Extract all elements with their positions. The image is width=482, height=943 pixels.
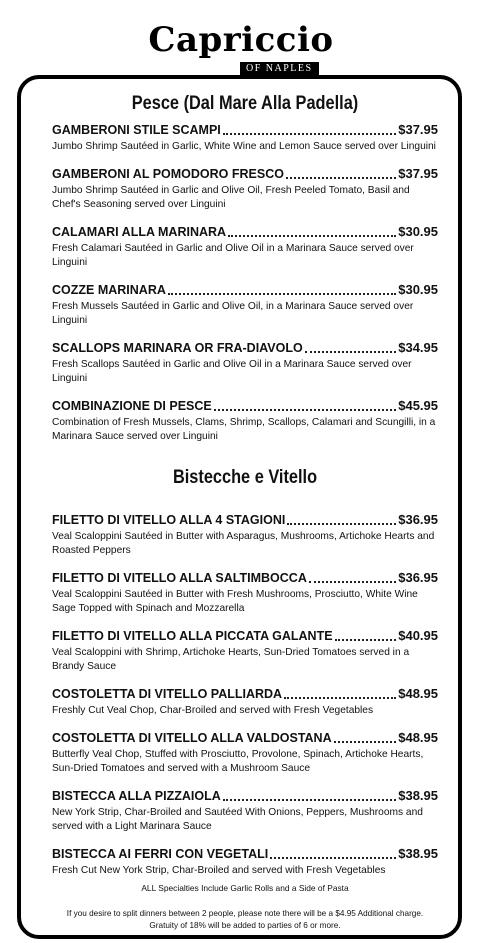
menu-item — [52, 166, 438, 212]
item-name: FILETTO DI VITELLO ALLA 4 STAGIONI — [52, 513, 286, 527]
dot-leader — [286, 167, 396, 179]
menu-item — [52, 846, 438, 878]
item-price: $40.95 — [398, 628, 438, 643]
item-price: $38.95 — [398, 788, 438, 803]
item-name: COZZE MARINARA — [52, 283, 166, 297]
item-description: Veal Scaloppini Sautéed in Butter with Asparagus, Mushrooms, Artichoke Hearts and Roasted Peppers — [52, 531, 435, 556]
item-description: Fresh Scallops Sautéed in Garlic and Olive Oil in a Marinara Sauce served over Linguini — [52, 359, 412, 384]
specialties-note: ALL Specialties Include Garlic Rolls and a Side of Pasta — [141, 883, 349, 893]
item-name: CALAMARI ALLA MARINARA — [52, 225, 227, 239]
dot-leader — [287, 513, 396, 525]
item-description: Veal Scaloppini Sautéed in Butter with Fresh Mushrooms, Prosciutto, White Wine Sage Topped with Spinach and Mozzarella — [52, 589, 418, 614]
menu-item — [52, 512, 438, 558]
item-name: COMBINAZIONE DI PESCE — [52, 399, 212, 413]
dot-leader — [334, 731, 397, 743]
item-price: $36.95 — [398, 570, 438, 585]
item-price: $36.95 — [398, 512, 438, 527]
dot-leader — [228, 225, 396, 237]
dot-leader — [270, 847, 396, 859]
item-price: $30.95 — [398, 224, 438, 239]
item-name: FILETTO DI VITELLO ALLA PICCATA GALANTE — [52, 629, 333, 643]
item-price: $37.95 — [398, 122, 438, 137]
restaurant-logo — [0, 6, 482, 78]
item-name: FILETTO DI VITELLO ALLA SALTIMBOCCA — [52, 571, 307, 585]
item-description: Fresh Mussels Sautéed in Garlic and Olive Oil, in a Marinara Sauce served over Linguini — [52, 301, 414, 326]
menu-item — [52, 282, 438, 328]
item-name: BISTECCA AI FERRI CON VEGETALI — [52, 847, 269, 861]
item-description: Combination of Fresh Mussels, Clams, Shrimp, Scallops, Calamari and Scungilli, in a Marinara Sauce served over Linguini — [52, 417, 436, 442]
menu-content — [52, 92, 438, 932]
menu-item — [52, 122, 438, 154]
menu-item — [52, 570, 438, 616]
item-description: Butterfly Veal Chop, Stuffed with Prosciutto, Provolone, Spinach, Artichoke Hearts, Sun-Dried Tomatoes and served with a Mushroom Sauce — [52, 749, 424, 774]
item-description: Fresh Calamari Sautéed in Garlic and Olive Oil in a Marinara Sauce served over Linguini — [52, 243, 414, 268]
dot-leader — [168, 283, 396, 295]
item-price: $38.95 — [398, 846, 438, 861]
item-name: GAMBERONI AL POMODORO FRESCO — [52, 167, 284, 181]
menu-item — [52, 686, 438, 718]
gratuity-note: Gratuity of 18% will be added to parties of 6 or more. — [149, 921, 341, 930]
dot-leader — [284, 687, 396, 699]
item-price: $48.95 — [398, 686, 438, 701]
item-price: $48.95 — [398, 730, 438, 745]
dot-leader — [214, 399, 396, 411]
dot-leader — [223, 123, 396, 135]
item-price: $45.95 — [398, 398, 438, 413]
item-description: Fresh Cut New York Strip, Char-Broiled and served with Fresh Vegetables — [52, 865, 386, 876]
item-description: Freshly Cut Veal Chop, Char-Broiled and served with Fresh Vegetables — [52, 705, 374, 716]
item-name: COSTOLETTA DI VITELLO ALLA VALDOSTANA — [52, 731, 332, 745]
section-title-bistecche: Bistecche e Vitello — [172, 467, 318, 488]
item-description: New York Strip, Char-Broiled and Sautéed With Onions, Peppers, Mushrooms and served with a Light Marinara Sauce — [52, 807, 423, 832]
menu-item — [52, 224, 438, 270]
item-description: Jumbo Shrimp Sautéed in Garlic and Olive Oil, Fresh Peeled Tomato, Basil and Chef's Seasoning served over Linguini — [52, 185, 410, 210]
item-price: $34.95 — [398, 340, 438, 355]
footer-notes — [52, 908, 438, 932]
dot-leader — [305, 341, 397, 353]
menu-item — [52, 398, 438, 444]
logo-subtitle: OF NAPLES — [240, 62, 319, 76]
menu-item — [52, 788, 438, 834]
dot-leader — [223, 789, 396, 801]
item-description: Jumbo Shrimp Sautéed in Garlic, White Wine and Lemon Sauce served over Linguini — [52, 141, 436, 152]
menu-item — [52, 730, 438, 776]
item-name: BISTECCA ALLA PIZZAIOLA — [52, 789, 221, 803]
dot-leader — [335, 629, 397, 641]
logo-wordmark: Capriccio — [148, 20, 334, 60]
item-name: COSTOLETTA DI VITELLO PALLIARDA — [52, 687, 283, 701]
split-dinner-note: If you desire to split dinners between 2 people, please note there will be a $4.95 Additional charge. — [66, 909, 424, 918]
section-title-pesce: Pesce (Dal Mare Alla Padella) — [131, 93, 359, 114]
item-price: $37.95 — [398, 166, 438, 181]
item-price: $30.95 — [398, 282, 438, 297]
menu-item — [52, 340, 438, 386]
dot-leader — [309, 571, 396, 583]
item-name: GAMBERONI STILE SCAMPI — [52, 123, 221, 137]
menu-item — [52, 628, 438, 674]
item-name: SCALLOPS MARINARA OR FRA-DIAVOLO — [52, 341, 303, 355]
item-description: Veal Scaloppini with Shrimp, Artichoke Hearts, Sun-Dried Tomatoes served in a Brandy Sauce — [52, 647, 410, 672]
